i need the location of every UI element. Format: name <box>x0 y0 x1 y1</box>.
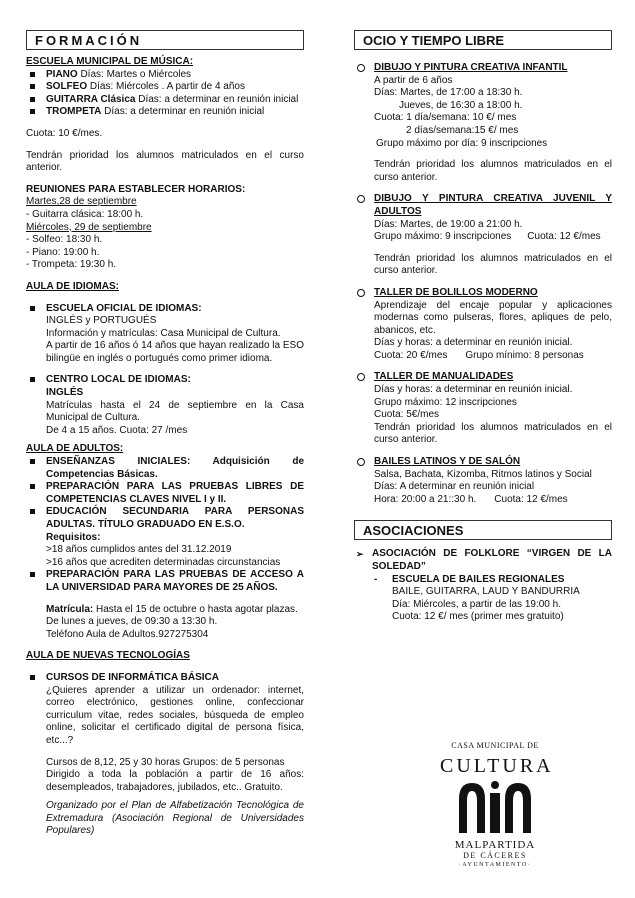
reuniones-heading: REUNIONES PARA ESTABLECER HORARIOS: <box>26 183 246 195</box>
eoi-info: Información y matrículas: Casa Municipal de Cultura. <box>46 327 281 339</box>
cli-text: Matrículas hasta el 24 de septiembre en la Casa Municipal de Cultura. <box>46 399 304 424</box>
escuela-bailes: - ESCUELA DE BAILES REGIONALES <box>374 573 565 585</box>
adultos-matricula: Matrícula: Hasta el 15 de octubre o hasta agotar plazas. <box>46 603 298 615</box>
logo-line2: CULTURA <box>440 754 554 777</box>
adultos-req: >18 años cumplidos antes del 31.12.2019 <box>46 544 232 556</box>
adultos-item: EDUCACIÓN SECUNDARIA PARA PERSONAS ADULTAS. TÍTULO GRADUADO EN E.S.O. <box>26 506 304 531</box>
logo-line1: CASA MUNICIPAL DE <box>451 741 539 750</box>
adultos-heading: AULA DE ADULTOS: <box>26 443 124 455</box>
adultos-item: PREPARACIÓN PARA LAS PRUEBAS DE ACCESO A LA UNIVERSIDAD PARA MAYORES DE 25 AÑOS. <box>26 569 304 594</box>
ocio-prioridad: Tendrán prioridad los alumnos matriculados en el curso anterior. <box>374 421 612 446</box>
musica-prioridad: Tendrán prioridad los alumnos matriculados en el curso anterior. <box>26 149 304 174</box>
cli-title: CENTRO LOCAL DE IDIOMAS: <box>26 374 304 387</box>
musica-cuota: Cuota: 10 €/mes. <box>26 127 103 139</box>
adultos-telefono: Teléfono Aula de Adultos.927275304 <box>46 628 209 640</box>
eoi-langs: INGLÉS y PORTUGUÉS <box>46 315 157 327</box>
list-item: SOLFEO Días: Miércoles . A partir de 4 años <box>26 81 304 94</box>
asoc-line: Cuota: 12 €/ mes (primer mes gratuito) <box>392 611 564 623</box>
ocio-line: 2 días/semana:15 €/ mes <box>406 124 519 136</box>
ocio-column <box>354 0 612 624</box>
formacion-title: FORMACIÓN <box>26 30 304 50</box>
tecnologias-organizado: Organizado por el Plan de Alfabetización Tecnológica de Extremadura (Asociación Regional de Universidades Populares) <box>46 800 304 837</box>
ocio-line: Hora: 20:00 a 21::30 h. Cuota: 12 €/mes <box>374 493 568 505</box>
logo-emblem-icon <box>455 779 535 835</box>
logo-line5: ·AYUNTAMIENTO· <box>458 862 532 869</box>
ocio-line: Grupo máximo por día: 9 inscripciones <box>376 137 548 149</box>
casa-cultura-logo <box>440 740 554 870</box>
tecnologias-cursos: Cursos de 8,12, 25 y 30 horas Grupos: de 5 personas <box>46 756 285 768</box>
ocio-line: Grupo máximo: 12 inscripciones <box>374 396 517 408</box>
ocio-line: Días y horas: a determinar en reunión inicial. <box>374 384 573 396</box>
tecnologias-desc: ¿Quieres aprender a utilizar un ordenador: internet, correo electrónico, gestiones online, confeccionar curriculum vitae, redes sociales, búsqueda de empleo online, solicitar el certificado digital de persona física, etc...? <box>46 684 304 746</box>
adultos-horario: De lunes a jueves, de 09:30 a 13:30 h. <box>46 616 218 628</box>
folklore-title: ➢ ASOCIACIÓN DE FOLKLORE “VIRGEN DE LA SOLEDAD” <box>354 548 612 573</box>
ocio-prioridad: Tendrán prioridad los alumnos matriculados en el curso anterior. <box>374 159 612 183</box>
idiomas-heading: AULA DE IDIOMAS: <box>26 280 119 292</box>
bolillos-title: TALLER DE BOLILLOS MODERNO <box>354 287 612 300</box>
cli-cuota: De 4 a 15 años. Cuota: 27 /mes <box>46 424 188 436</box>
dibujo-juvenil-title: DIBUJO Y PINTURA CREATIVA JUVENIL Y ADULTOS <box>354 193 612 218</box>
asoc-line: Día: Miércoles, a partir de las 19:00 h. <box>392 598 561 610</box>
eoi-title: ESCUELA OFICIAL DE IDIOMAS: <box>26 303 304 316</box>
tecnologias-heading: AULA DE NUEVAS TECNOLOGÍAS <box>26 650 190 662</box>
eoi-text: A partir de 16 años ó 14 años que hayan realizado la ESO bilingüe en inglés o portugués como primer idioma. <box>46 340 304 364</box>
list-item: GUITARRA Clásica Días: a determinar en reunión inicial <box>26 94 304 107</box>
musica-heading: ESCUELA MUNICIPAL DE MÚSICA: <box>26 56 194 67</box>
reuniones-line: - Solfeo: 18:30 h. <box>26 234 103 246</box>
reuniones-date2: Miércoles, 29 de septiembre <box>26 221 152 233</box>
ocio-line: Grupo máximo: 9 inscripciones Cuota: 12 €/mes <box>374 231 601 243</box>
ocio-line: Días y horas: a determinar en reunión inicial. <box>374 337 573 349</box>
ocio-line: Días: A determinar en reunión inicial <box>374 481 535 493</box>
adultos-item: ENSEÑANZAS INICIALES: Adquisición de Competencias Básicas. <box>26 456 304 481</box>
ocio-line: Días: Martes, de 19:00 a 21:00 h. <box>374 218 523 230</box>
ocio-line: A partir de 6 años <box>374 74 453 86</box>
adultos-req: >16 años que acrediten determinadas circunstancias <box>46 556 281 568</box>
ocio-line: Jueves, de 16:30 a 18:00 h. <box>399 99 523 111</box>
cli-lang: INGLÉS <box>46 387 84 399</box>
reuniones-date1: Martes,28 de septiembre <box>26 196 137 208</box>
tecnologias-dirigido: Dirigido a toda la población a partir de 16 años: desempleados, trabajadores, jubilados, etc.. Gratuito. <box>46 769 304 793</box>
manualidades-title: TALLER DE MANUALIDADES <box>354 371 612 384</box>
bailes-title: BAILES LATINOS Y DE SALÓN <box>354 456 612 469</box>
logo-line3: MALPARTIDA <box>454 839 536 852</box>
ocio-line: Días: Martes, de 17:00 a 18:30 h. <box>374 87 523 99</box>
ocio-line: Cuota: 5€/mes <box>374 409 440 421</box>
asoc-line: BAILE, GUITARRA, LAUD Y BANDURRIA <box>392 586 580 598</box>
adultos-item: PREPARACIÓN PARA LAS PRUEBAS LIBRES DE COMPETENCIAS CLAVES NIVEL I y II. <box>26 481 304 506</box>
logo-line4: DE CÁCERES <box>463 851 527 861</box>
ocio-title: OCIO Y TIEMPO LIBRE <box>354 30 612 50</box>
asociaciones-title: ASOCIACIONES <box>354 520 612 540</box>
list-item: PIANO Días: Martes o Miércoles <box>26 69 304 82</box>
ocio-prioridad: Tendrán prioridad los alumnos matriculados en el curso anterior. <box>374 252 612 277</box>
ocio-line: Salsa, Bachata, Kizomba, Ritmos latinos y Social <box>374 468 592 480</box>
formacion-column <box>26 0 304 838</box>
ocio-line: Cuota: 1 día/semana: 10 €/ mes <box>374 112 517 124</box>
ocio-line: Aprendizaje del encaje popular y aplicaciones modernas como pulseras, flores, apliques de pelo, abanicos, etc. <box>374 299 612 336</box>
tecnologias-item-title: CURSOS DE INFORMÁTICA BÁSICA <box>26 672 304 685</box>
dibujo-infantil-title: DIBUJO Y PINTURA CREATIVA INFANTIL <box>354 62 612 75</box>
adultos-req-label: Requisitos: <box>46 531 101 543</box>
reuniones-line: - Trompeta: 19:30 h. <box>26 259 117 271</box>
list-item: TROMPETA Días: a determinar en reunión inicial <box>26 106 304 119</box>
ocio-line: Cuota: 20 €/mes Grupo mínimo: 8 personas <box>374 349 584 361</box>
reuniones-line: - Guitarra clásica: 18:00 h. <box>26 208 144 220</box>
reuniones-line: - Piano: 19:00 h. <box>26 246 100 258</box>
